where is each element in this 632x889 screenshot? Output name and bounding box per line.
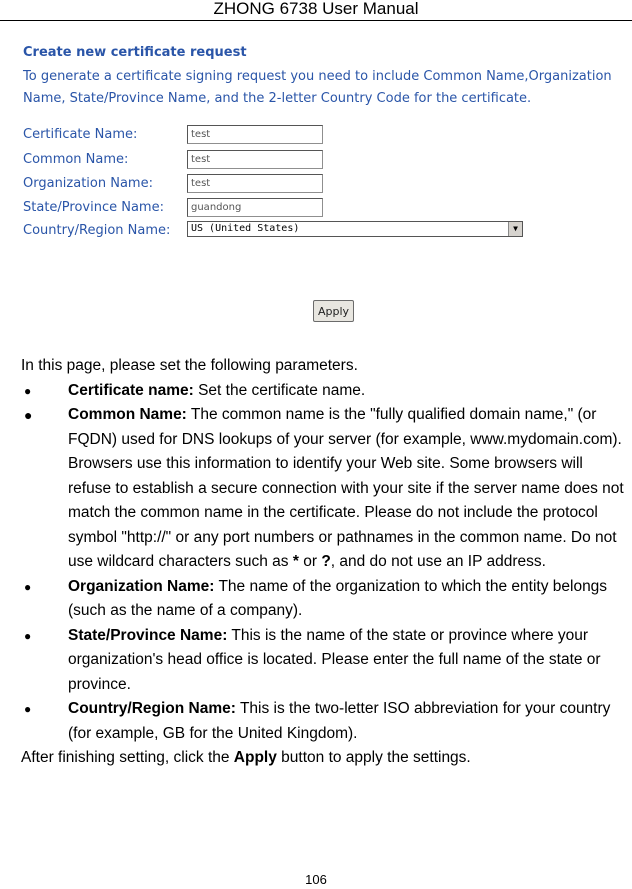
intro-text: In this page, please set the following parameters. bbox=[21, 357, 358, 374]
bullet-text-or: or bbox=[298, 553, 322, 570]
bullet-text: Set the certificate name. bbox=[193, 381, 366, 399]
common-name-input[interactable]: test bbox=[187, 150, 323, 169]
bullet-icon: ● bbox=[24, 383, 32, 398]
body-text bbox=[21, 354, 627, 771]
page-header: ZHONG 6738 User Manual bbox=[0, 0, 632, 21]
bullet-text: This is the two-letter ISO abbreviation for your country (for example, GB for the United Kingdom). bbox=[68, 700, 611, 742]
bullet-text: This is the name of the state or province where your organization's head office is located. Please enter the full name of the state or province. bbox=[68, 626, 601, 693]
outro-apply: Apply bbox=[233, 749, 277, 766]
wildcard-star: * bbox=[292, 553, 299, 570]
page-number: 106 bbox=[305, 872, 327, 887]
country-selected-value: US (United States) bbox=[191, 223, 300, 234]
country-region-select[interactable] bbox=[187, 221, 523, 237]
bullet-icon: ● bbox=[24, 628, 32, 643]
bullet-text: The name of the organization to which the entity belongs (such as the name of a company). bbox=[68, 577, 608, 619]
form-description: To generate a certificate signing request you need to include Common Name,Organization Name, State/Province Name, and the 2-letter Country Code for the certificate. bbox=[23, 69, 612, 106]
bullet-term: State/Province Name: bbox=[68, 626, 228, 644]
bullet-icon: ● bbox=[24, 407, 33, 423]
bullet-term: Country/Region Name: bbox=[68, 700, 236, 717]
common-name-label: Common Name: bbox=[23, 152, 129, 167]
bullet-common-name bbox=[21, 403, 627, 575]
bullet-country-region-name bbox=[21, 697, 627, 746]
certificate-name-label: Certificate Name: bbox=[23, 127, 138, 142]
state-province-label: State/Province Name: bbox=[23, 200, 164, 215]
outro-pre: After finishing setting, click the bbox=[21, 749, 234, 766]
bullet-state-province-name bbox=[21, 624, 627, 698]
organization-name-input[interactable]: test bbox=[187, 174, 323, 193]
form-title: Create new certificate request bbox=[23, 45, 247, 60]
bullet-organization-name bbox=[21, 575, 627, 624]
wildcard-question: ? bbox=[321, 553, 331, 570]
bullet-term: Certificate name: bbox=[68, 381, 194, 399]
bullet-text-tail: , and do not use an IP address. bbox=[330, 553, 546, 570]
bullet-icon: ● bbox=[24, 702, 32, 716]
chevron-down-icon[interactable]: ▼ bbox=[508, 222, 522, 236]
outro-post: button to apply the settings. bbox=[276, 749, 471, 766]
country-region-label: Country/Region Name: bbox=[23, 223, 171, 238]
bullet-text: The common name is the "fully qualified domain name," (or FQDN) used for DNS lookups of your server (for example, www.mydomain.com). Browsers use this information to identify your Web site. Some browsers will refuse to establish a secure connection with your site if the server name does not match the common name in the certificate. Please do not include the protocol symbol "http://" or any port numbers or pathnames in the common name. Do not use wildcard characters such as bbox=[68, 406, 624, 570]
bullet-term: Common Name: bbox=[68, 406, 187, 423]
bullet-certificate-name bbox=[21, 379, 627, 404]
apply-button[interactable]: Apply bbox=[313, 300, 354, 322]
state-province-input[interactable]: guandong bbox=[187, 198, 323, 217]
bullet-icon: ● bbox=[24, 579, 32, 594]
organization-name-label: Organization Name: bbox=[23, 176, 153, 191]
certificate-name-input[interactable]: test bbox=[187, 125, 323, 144]
outro-text bbox=[21, 746, 627, 771]
bullet-term: Organization Name: bbox=[68, 577, 215, 595]
